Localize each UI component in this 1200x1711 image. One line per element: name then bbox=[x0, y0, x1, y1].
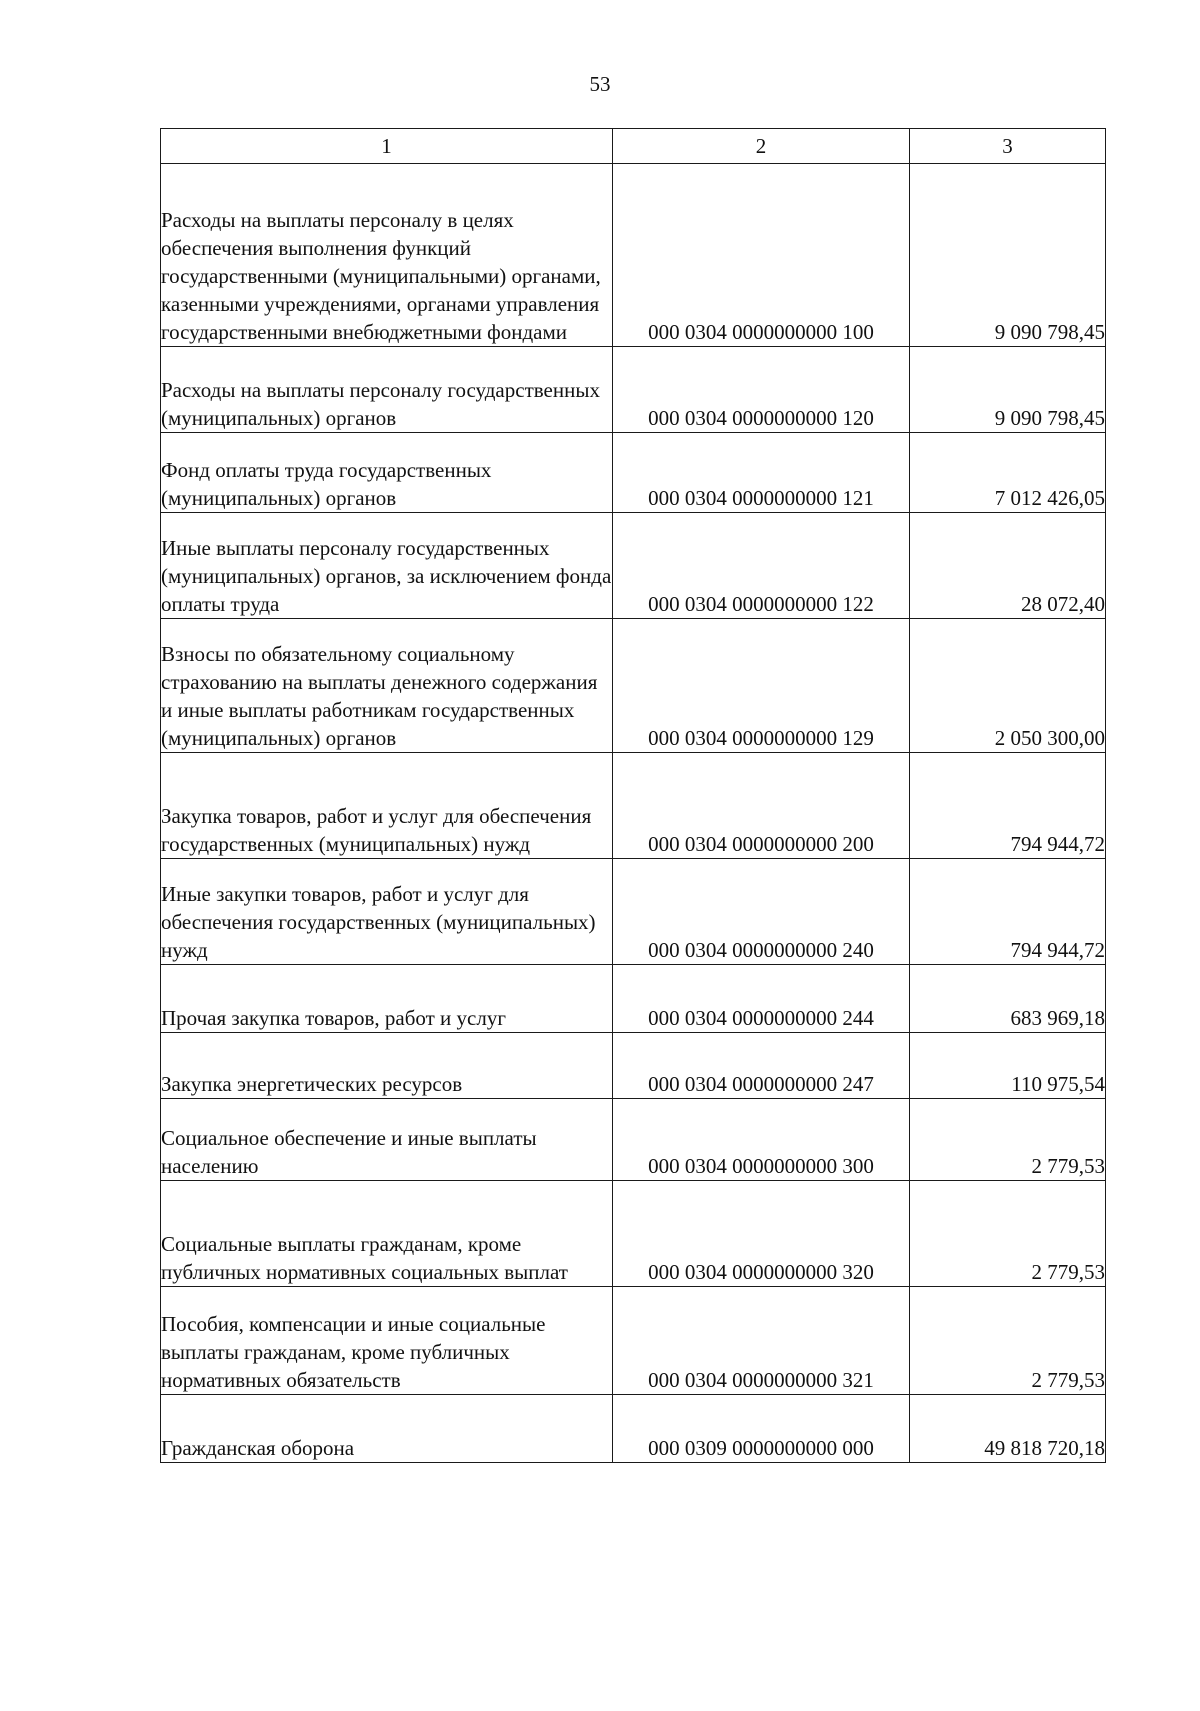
budget-table bbox=[160, 128, 1106, 1463]
row-code: 000 0304 0000000000 200 bbox=[613, 753, 910, 859]
row-name: Гражданская оборона bbox=[161, 1395, 613, 1463]
row-code: 000 0309 0000000000 000 bbox=[613, 1395, 910, 1463]
table-row bbox=[161, 513, 1106, 619]
row-amount: 794 944,72 bbox=[910, 859, 1106, 965]
table-row bbox=[161, 1287, 1106, 1395]
row-name: Иные закупки товаров, работ и услуг для обеспечения государственных (муниципальных) нужд bbox=[161, 859, 613, 965]
row-name: Закупка энергетических ресурсов bbox=[161, 1033, 613, 1099]
column-header-2: 2 bbox=[613, 129, 910, 164]
row-name: Иные выплаты персоналу государственных (муниципальных) органов, за исключением фонда оплаты труда bbox=[161, 513, 613, 619]
row-name: Закупка товаров, работ и услуг для обеспечения государственных (муниципальных) нужд bbox=[161, 753, 613, 859]
table-row bbox=[161, 619, 1106, 753]
row-name: Расходы на выплаты персоналу в целях обеспечения выполнения функций государственными (муниципальными) органами, казенными учреждениями, органами управления государственными внебюджетными фондами bbox=[161, 164, 613, 347]
row-amount: 110 975,54 bbox=[910, 1033, 1106, 1099]
row-name: Расходы на выплаты персоналу государственных (муниципальных) органов bbox=[161, 347, 613, 433]
row-amount: 7 012 426,05 bbox=[910, 433, 1106, 513]
row-amount: 28 072,40 bbox=[910, 513, 1106, 619]
row-code: 000 0304 0000000000 247 bbox=[613, 1033, 910, 1099]
row-amount: 683 969,18 bbox=[910, 965, 1106, 1033]
row-amount: 2 779,53 bbox=[910, 1181, 1106, 1287]
page-number: 53 bbox=[589, 72, 611, 96]
row-name: Пособия, компенсации и иные социальные выплаты гражданам, кроме публичных нормативных обязательств bbox=[161, 1287, 613, 1395]
table-row bbox=[161, 1033, 1106, 1099]
row-amount: 9 090 798,45 bbox=[910, 164, 1106, 347]
row-amount: 794 944,72 bbox=[910, 753, 1106, 859]
row-code: 000 0304 0000000000 129 bbox=[613, 619, 910, 753]
row-code: 000 0304 0000000000 240 bbox=[613, 859, 910, 965]
row-name: Взносы по обязательному социальному страхованию на выплаты денежного содержания и иные выплаты работникам государственных (муниципальных) органов bbox=[161, 619, 613, 753]
row-code: 000 0304 0000000000 300 bbox=[613, 1099, 910, 1181]
table-row bbox=[161, 753, 1106, 859]
row-name: Социальное обеспечение и иные выплаты населению bbox=[161, 1099, 613, 1181]
row-code: 000 0304 0000000000 244 bbox=[613, 965, 910, 1033]
row-amount: 9 090 798,45 bbox=[910, 347, 1106, 433]
table-header-row bbox=[161, 129, 1106, 164]
table-row bbox=[161, 859, 1106, 965]
row-code: 000 0304 0000000000 321 bbox=[613, 1287, 910, 1395]
table-row bbox=[161, 164, 1106, 347]
row-name: Фонд оплаты труда государственных (муниципальных) органов bbox=[161, 433, 613, 513]
table-row bbox=[161, 347, 1106, 433]
column-header-3: 3 bbox=[910, 129, 1106, 164]
row-name: Социальные выплаты гражданам, кроме публичных нормативных социальных выплат bbox=[161, 1181, 613, 1287]
column-header-1: 1 bbox=[161, 129, 613, 164]
table-row bbox=[161, 1395, 1106, 1463]
table-row bbox=[161, 1181, 1106, 1287]
row-amount: 2 779,53 bbox=[910, 1099, 1106, 1181]
row-code: 000 0304 0000000000 100 bbox=[613, 164, 910, 347]
table-row bbox=[161, 433, 1106, 513]
row-code: 000 0304 0000000000 320 bbox=[613, 1181, 910, 1287]
row-code: 000 0304 0000000000 120 bbox=[613, 347, 910, 433]
row-amount: 2 050 300,00 bbox=[910, 619, 1106, 753]
row-amount: 2 779,53 bbox=[910, 1287, 1106, 1395]
table-row bbox=[161, 965, 1106, 1033]
row-code: 000 0304 0000000000 121 bbox=[613, 433, 910, 513]
table-row bbox=[161, 1099, 1106, 1181]
row-code: 000 0304 0000000000 122 bbox=[613, 513, 910, 619]
row-amount: 49 818 720,18 bbox=[910, 1395, 1106, 1463]
row-name: Прочая закупка товаров, работ и услуг bbox=[161, 965, 613, 1033]
